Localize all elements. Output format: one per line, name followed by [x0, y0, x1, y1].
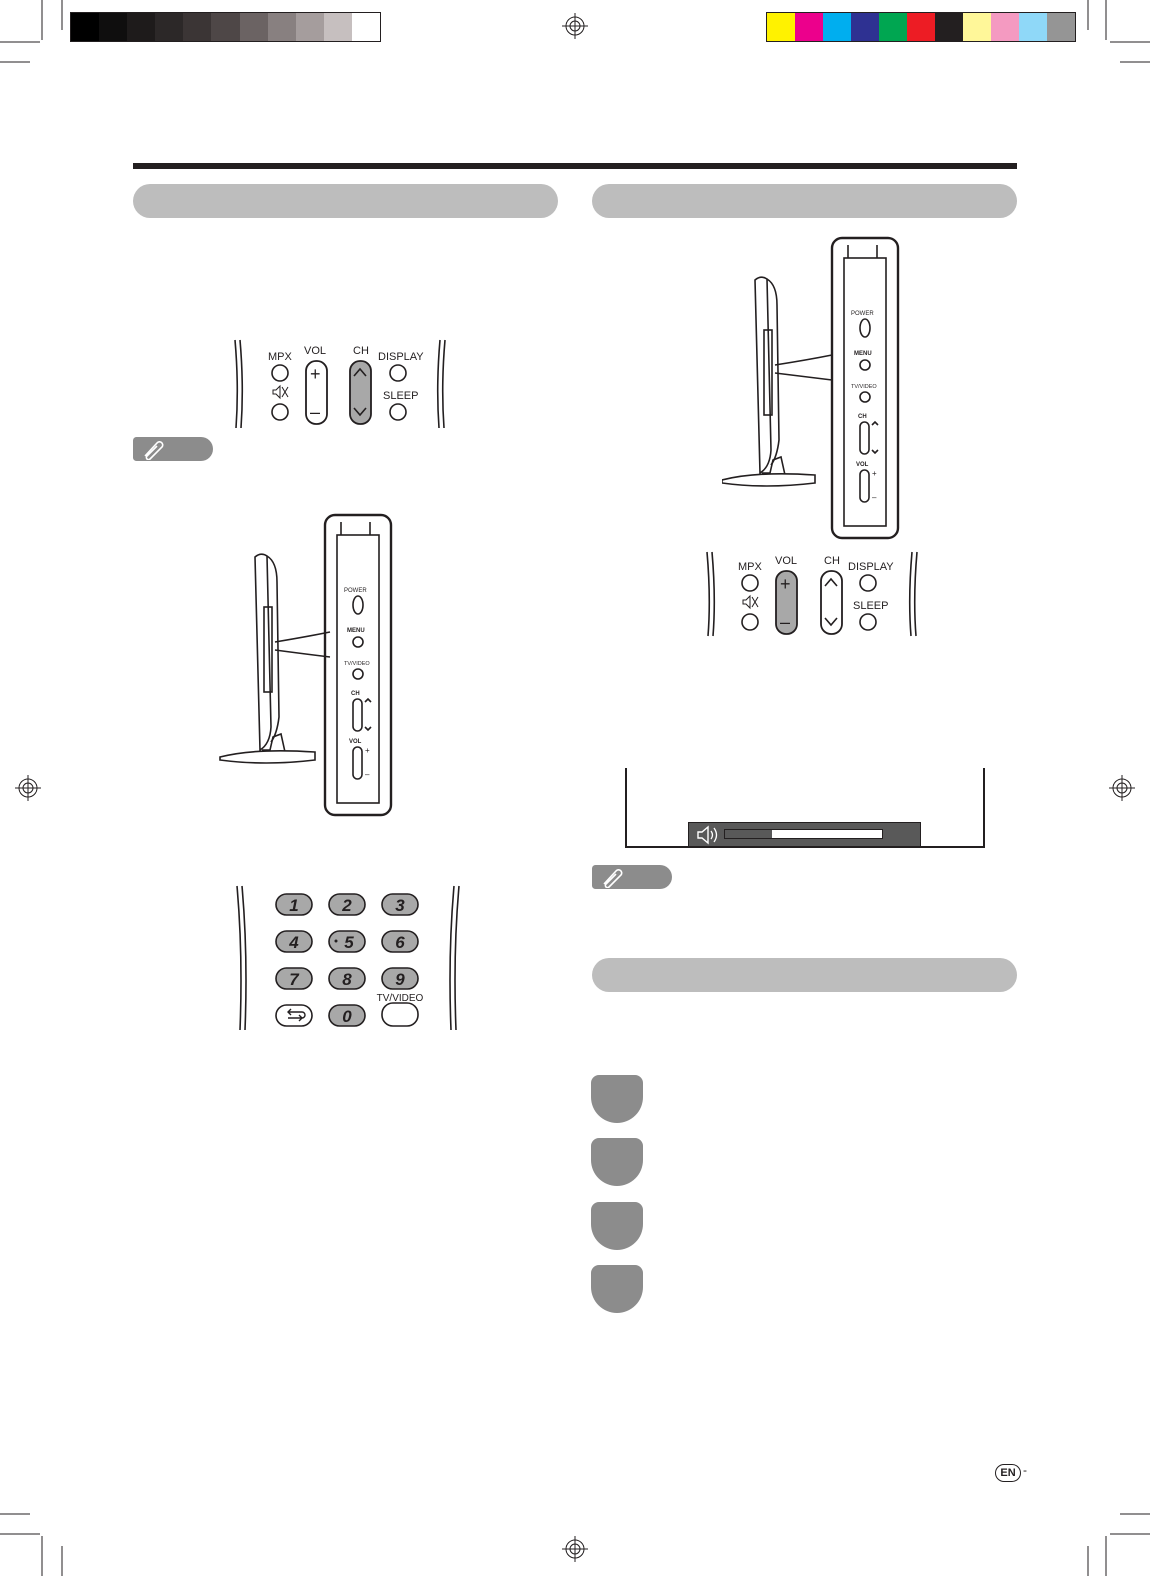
mpx-label: MPX [738, 561, 762, 573]
vol-label: VOL [304, 345, 327, 357]
vol-label: VOL [775, 555, 798, 567]
display-button[interactable] [860, 575, 876, 591]
language-badge: EN [995, 1464, 1021, 1482]
vol-minus-label: – [310, 402, 321, 422]
key-4-label: 4 [289, 933, 299, 952]
display-label: DISPLAY [378, 351, 424, 363]
vol-minus-label: – [780, 612, 791, 632]
vol-plus-label: + [310, 364, 321, 384]
vol-label: VOL [856, 462, 869, 468]
vol-minus-label: – [365, 770, 370, 779]
sleep-button[interactable] [860, 614, 876, 630]
key-5-label: 5 [344, 933, 354, 952]
sleep-label: SLEEP [853, 600, 889, 612]
key-8-label: 8 [342, 970, 352, 989]
key-3-label: 3 [395, 896, 405, 915]
ch-label: CH [351, 691, 360, 697]
header-rule [133, 163, 1017, 169]
volume-osd [688, 822, 921, 847]
menu-label: MENU [854, 351, 872, 357]
power-label: POWER [344, 588, 367, 594]
vol-label: VOL [349, 739, 362, 745]
power-label: POWER [851, 311, 874, 317]
tv-video-label: TV/VIDEO [344, 661, 370, 667]
display-button[interactable] [390, 365, 406, 381]
mpx-button[interactable] [272, 365, 288, 381]
paperclip-icon [139, 438, 167, 460]
section-bar-right [592, 184, 1017, 218]
menu-label: MENU [347, 628, 365, 634]
volume-bar-fill [725, 830, 772, 838]
key-0-label: 0 [342, 1007, 352, 1026]
key-2-label: 2 [342, 896, 352, 915]
tv-video-key-label: TV/VIDEO [376, 993, 424, 1004]
vol-minus-label: – [872, 493, 877, 502]
volume-bar-track [724, 829, 883, 839]
speaker-icon [695, 825, 719, 845]
note-tab-right [592, 865, 672, 889]
remote-panel-diagram-left [230, 336, 450, 432]
section-bar-left [133, 184, 558, 218]
tv-side-view-right [722, 235, 907, 545]
mute-icon [273, 386, 288, 398]
vol-plus-label: + [872, 469, 877, 478]
sleep-button[interactable] [390, 404, 406, 420]
key-9-label: 9 [395, 970, 405, 989]
tv-video-key[interactable] [382, 1003, 418, 1026]
ch-label: CH [824, 555, 840, 567]
key-7-label: 7 [289, 970, 299, 989]
vol-plus-label: + [365, 746, 370, 755]
vol-plus-label: + [780, 574, 791, 594]
section-bar-lower-right [592, 958, 1017, 992]
tactile-dot [335, 940, 338, 943]
paperclip-icon [598, 866, 626, 888]
flashback-key[interactable] [276, 1005, 312, 1026]
mpx-label: MPX [268, 351, 292, 363]
ch-label: CH [858, 414, 867, 420]
mute-icon [743, 596, 758, 608]
key-6-label: 6 [395, 933, 405, 952]
mute-button[interactable] [272, 404, 288, 420]
tv-video-label: TV/VIDEO [851, 384, 877, 390]
display-label: DISPLAY [848, 561, 894, 573]
remote-panel-diagram-right [702, 548, 922, 644]
ch-label: CH [353, 345, 369, 357]
sleep-label: SLEEP [383, 390, 419, 402]
mpx-button[interactable] [742, 575, 758, 591]
note-tab-left [133, 437, 213, 461]
tv-side-view-left [215, 512, 400, 822]
page-number-dash: - [1023, 1463, 1027, 1477]
mute-button[interactable] [742, 614, 758, 630]
keypad-diagram [232, 884, 464, 1036]
key-1-label: 1 [289, 896, 299, 915]
